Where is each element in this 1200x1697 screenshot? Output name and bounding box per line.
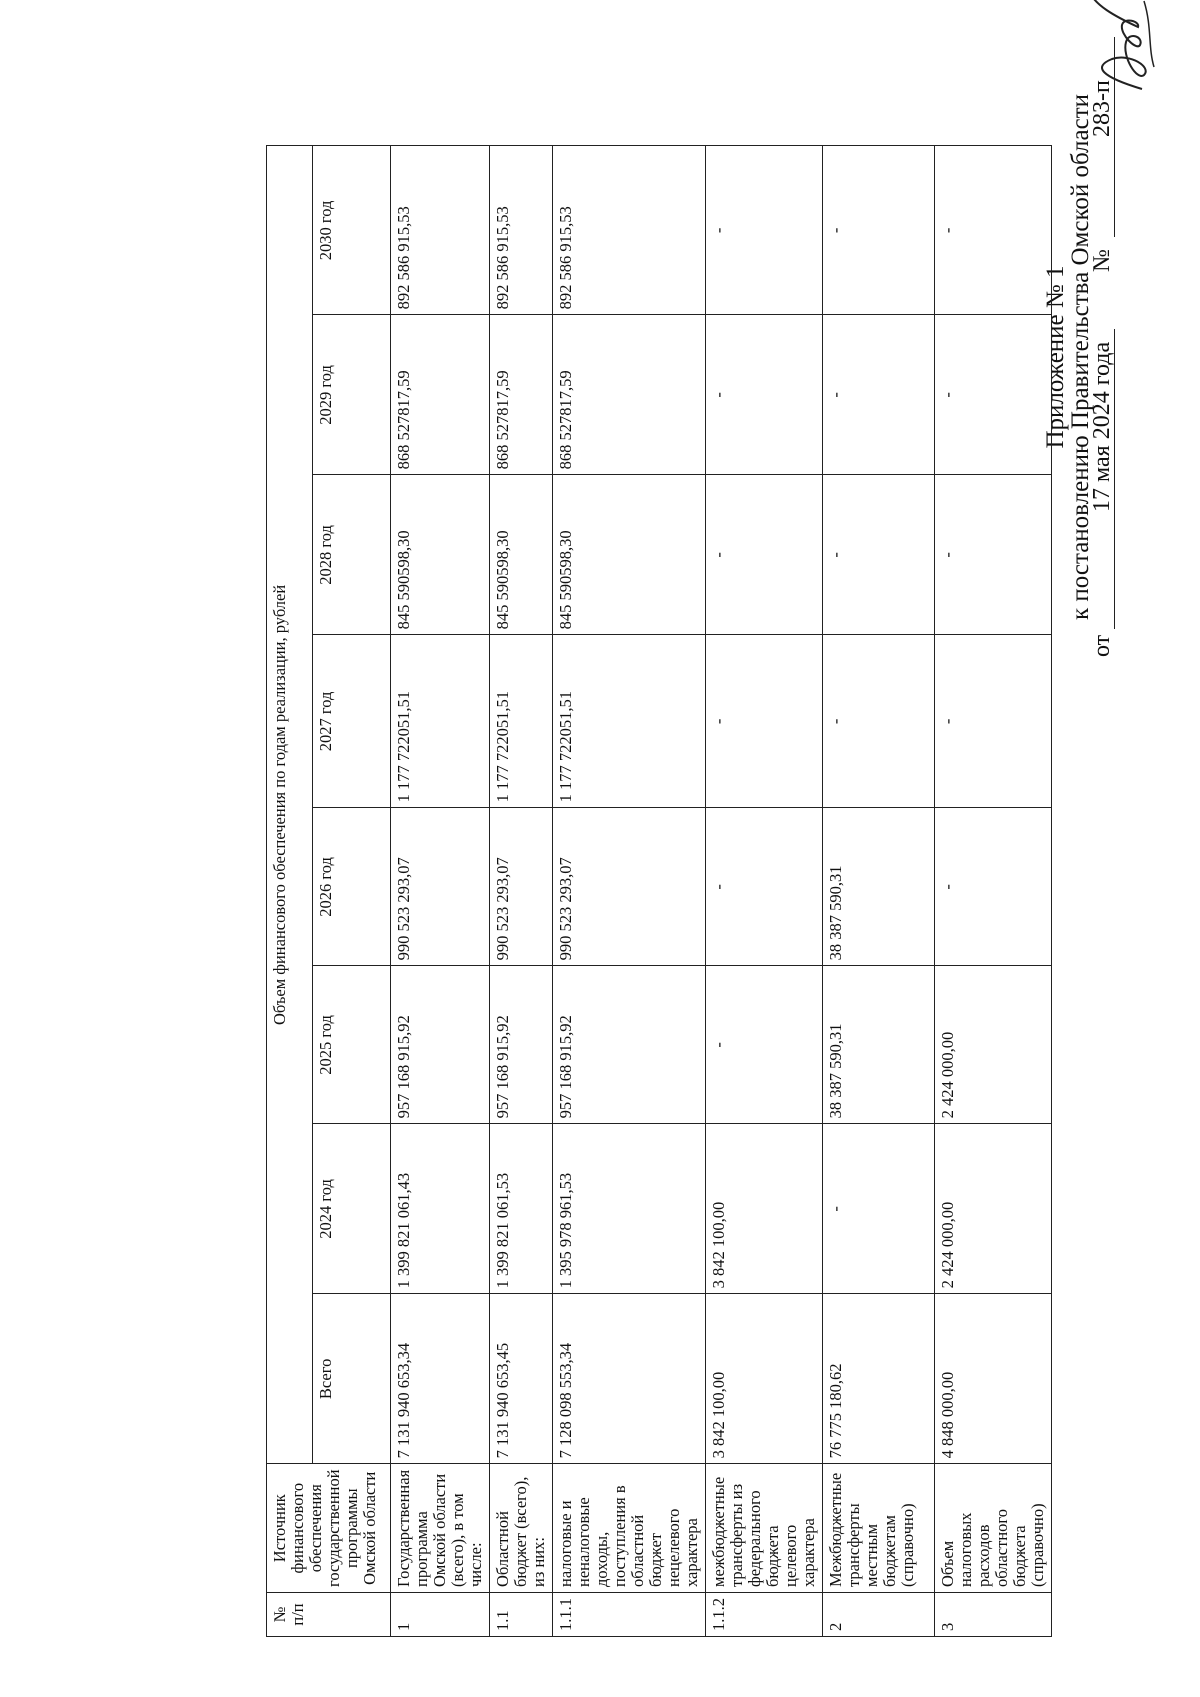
row-value: 2 424 000,00	[935, 966, 1052, 1124]
table-row	[553, 146, 706, 1637]
row-value: 1 177 722051,51	[391, 635, 490, 808]
header-volume: Объем финансового обеспечения по годам реализации, рублей	[267, 146, 313, 1464]
row-value: 3 842 100,00	[706, 1124, 823, 1294]
row-value: -	[823, 475, 935, 635]
row-total: 4 848 000,00	[935, 1294, 1052, 1464]
row-value: 892 586 915,53	[490, 146, 553, 315]
appendix-title: Приложение № 1	[1042, 265, 1069, 449]
row-value: -	[823, 146, 935, 315]
row-value: -	[706, 635, 823, 808]
row-value: 38 387 590,31	[823, 808, 935, 966]
row-value: 868 527817,59	[391, 315, 490, 475]
header-year: 2028 год	[313, 475, 391, 635]
row-num: 2	[823, 1593, 935, 1637]
row-value: 990 523 293,07	[553, 808, 706, 966]
row-value: 845 590598,30	[391, 475, 490, 635]
row-value: -	[935, 808, 1052, 966]
row-value: 1 399 821 061,43	[391, 1124, 490, 1294]
row-value: -	[706, 808, 823, 966]
header-source: Источник финансового обеспечения государственной программы Омской области	[267, 1464, 391, 1593]
row-source: Государственная программа Омской области (всего), в том числе:	[391, 1464, 490, 1593]
table-row	[823, 146, 935, 1637]
row-num: 3	[935, 1593, 1052, 1637]
handwritten-signature	[1082, 0, 1172, 97]
row-value: 38 387 590,31	[823, 966, 935, 1124]
row-value: 1 399 821 061,53	[490, 1124, 553, 1294]
row-num: 1.1.2	[706, 1593, 823, 1637]
row-total: 76 775 180,62	[823, 1294, 935, 1464]
decree-reference: к постановлению Правительства Омской области	[1067, 93, 1094, 621]
row-source: межбюджетные трансферты из федерального бюджета целевого характера	[706, 1464, 823, 1593]
row-value: 845 590598,30	[553, 475, 706, 635]
header-total: Всего	[313, 1294, 391, 1464]
row-total: 7 131 940 653,45	[490, 1294, 553, 1464]
table-row	[706, 146, 823, 1637]
row-value: 2 424 000,00	[935, 1124, 1052, 1294]
date-prefix: от	[1089, 634, 1115, 657]
header-row	[267, 146, 313, 1637]
header-year: 2024 год	[313, 1124, 391, 1294]
row-value: -	[935, 475, 1052, 635]
table-row	[935, 146, 1052, 1637]
row-value: 990 523 293,07	[490, 808, 553, 966]
row-value: -	[935, 146, 1052, 315]
row-value: 957 168 915,92	[553, 966, 706, 1124]
row-value: -	[823, 1124, 935, 1294]
number-prefix: №	[1089, 249, 1115, 272]
row-value: 892 586 915,53	[391, 146, 490, 315]
row-value: -	[706, 966, 823, 1124]
row-total: 7 131 940 653,34	[391, 1294, 490, 1464]
table-row	[490, 146, 553, 1637]
row-value: 1 395 978 961,53	[553, 1124, 706, 1294]
row-value: -	[823, 635, 935, 808]
financing-table	[266, 145, 1052, 1637]
row-num: 1.1.1	[553, 1593, 706, 1637]
header-year: 2025 год	[313, 966, 391, 1124]
row-value: -	[706, 146, 823, 315]
row-total: 3 842 100,00	[706, 1294, 823, 1464]
header-num: № п/п	[267, 1593, 391, 1637]
row-source: налоговые и неналоговые доходы, поступления в областной бюджет нецелевого характера	[553, 1464, 706, 1593]
row-value: 1 177 722051,51	[553, 635, 706, 808]
decree-number: 283-п	[1089, 80, 1115, 137]
row-value: -	[823, 315, 935, 475]
row-value: -	[935, 635, 1052, 808]
row-source: Областной бюджет (всего), из них:	[490, 1464, 553, 1593]
row-value: 868 527817,59	[553, 315, 706, 475]
row-value: 868 527817,59	[490, 315, 553, 475]
header-year: 2029 год	[313, 315, 391, 475]
decree-date: 17 мая 2024 года	[1089, 341, 1115, 512]
table-row	[391, 146, 490, 1637]
header-year: 2027 год	[313, 635, 391, 808]
header-years-row	[313, 146, 391, 1637]
row-value: 957 168 915,92	[391, 966, 490, 1124]
row-num: 1.1	[490, 1593, 553, 1637]
row-num: 1	[391, 1593, 490, 1637]
header-year: 2030 год	[313, 146, 391, 315]
row-value: -	[935, 315, 1052, 475]
row-value: 892 586 915,53	[553, 146, 706, 315]
row-value: -	[706, 475, 823, 635]
row-source: Межбюджетные трансферты местным бюджетам (справочно)	[823, 1464, 935, 1593]
row-source: Объем налоговых расходов областного бюджета (справочно)	[935, 1464, 1052, 1593]
row-total: 7 128 098 553,34	[553, 1294, 706, 1464]
row-value: 1 177 722051,51	[490, 635, 553, 808]
row-value: 957 168 915,92	[490, 966, 553, 1124]
row-value: 845 590598,30	[490, 475, 553, 635]
row-value: 990 523 293,07	[391, 808, 490, 966]
row-value: -	[706, 315, 823, 475]
header-year: 2026 год	[313, 808, 391, 966]
